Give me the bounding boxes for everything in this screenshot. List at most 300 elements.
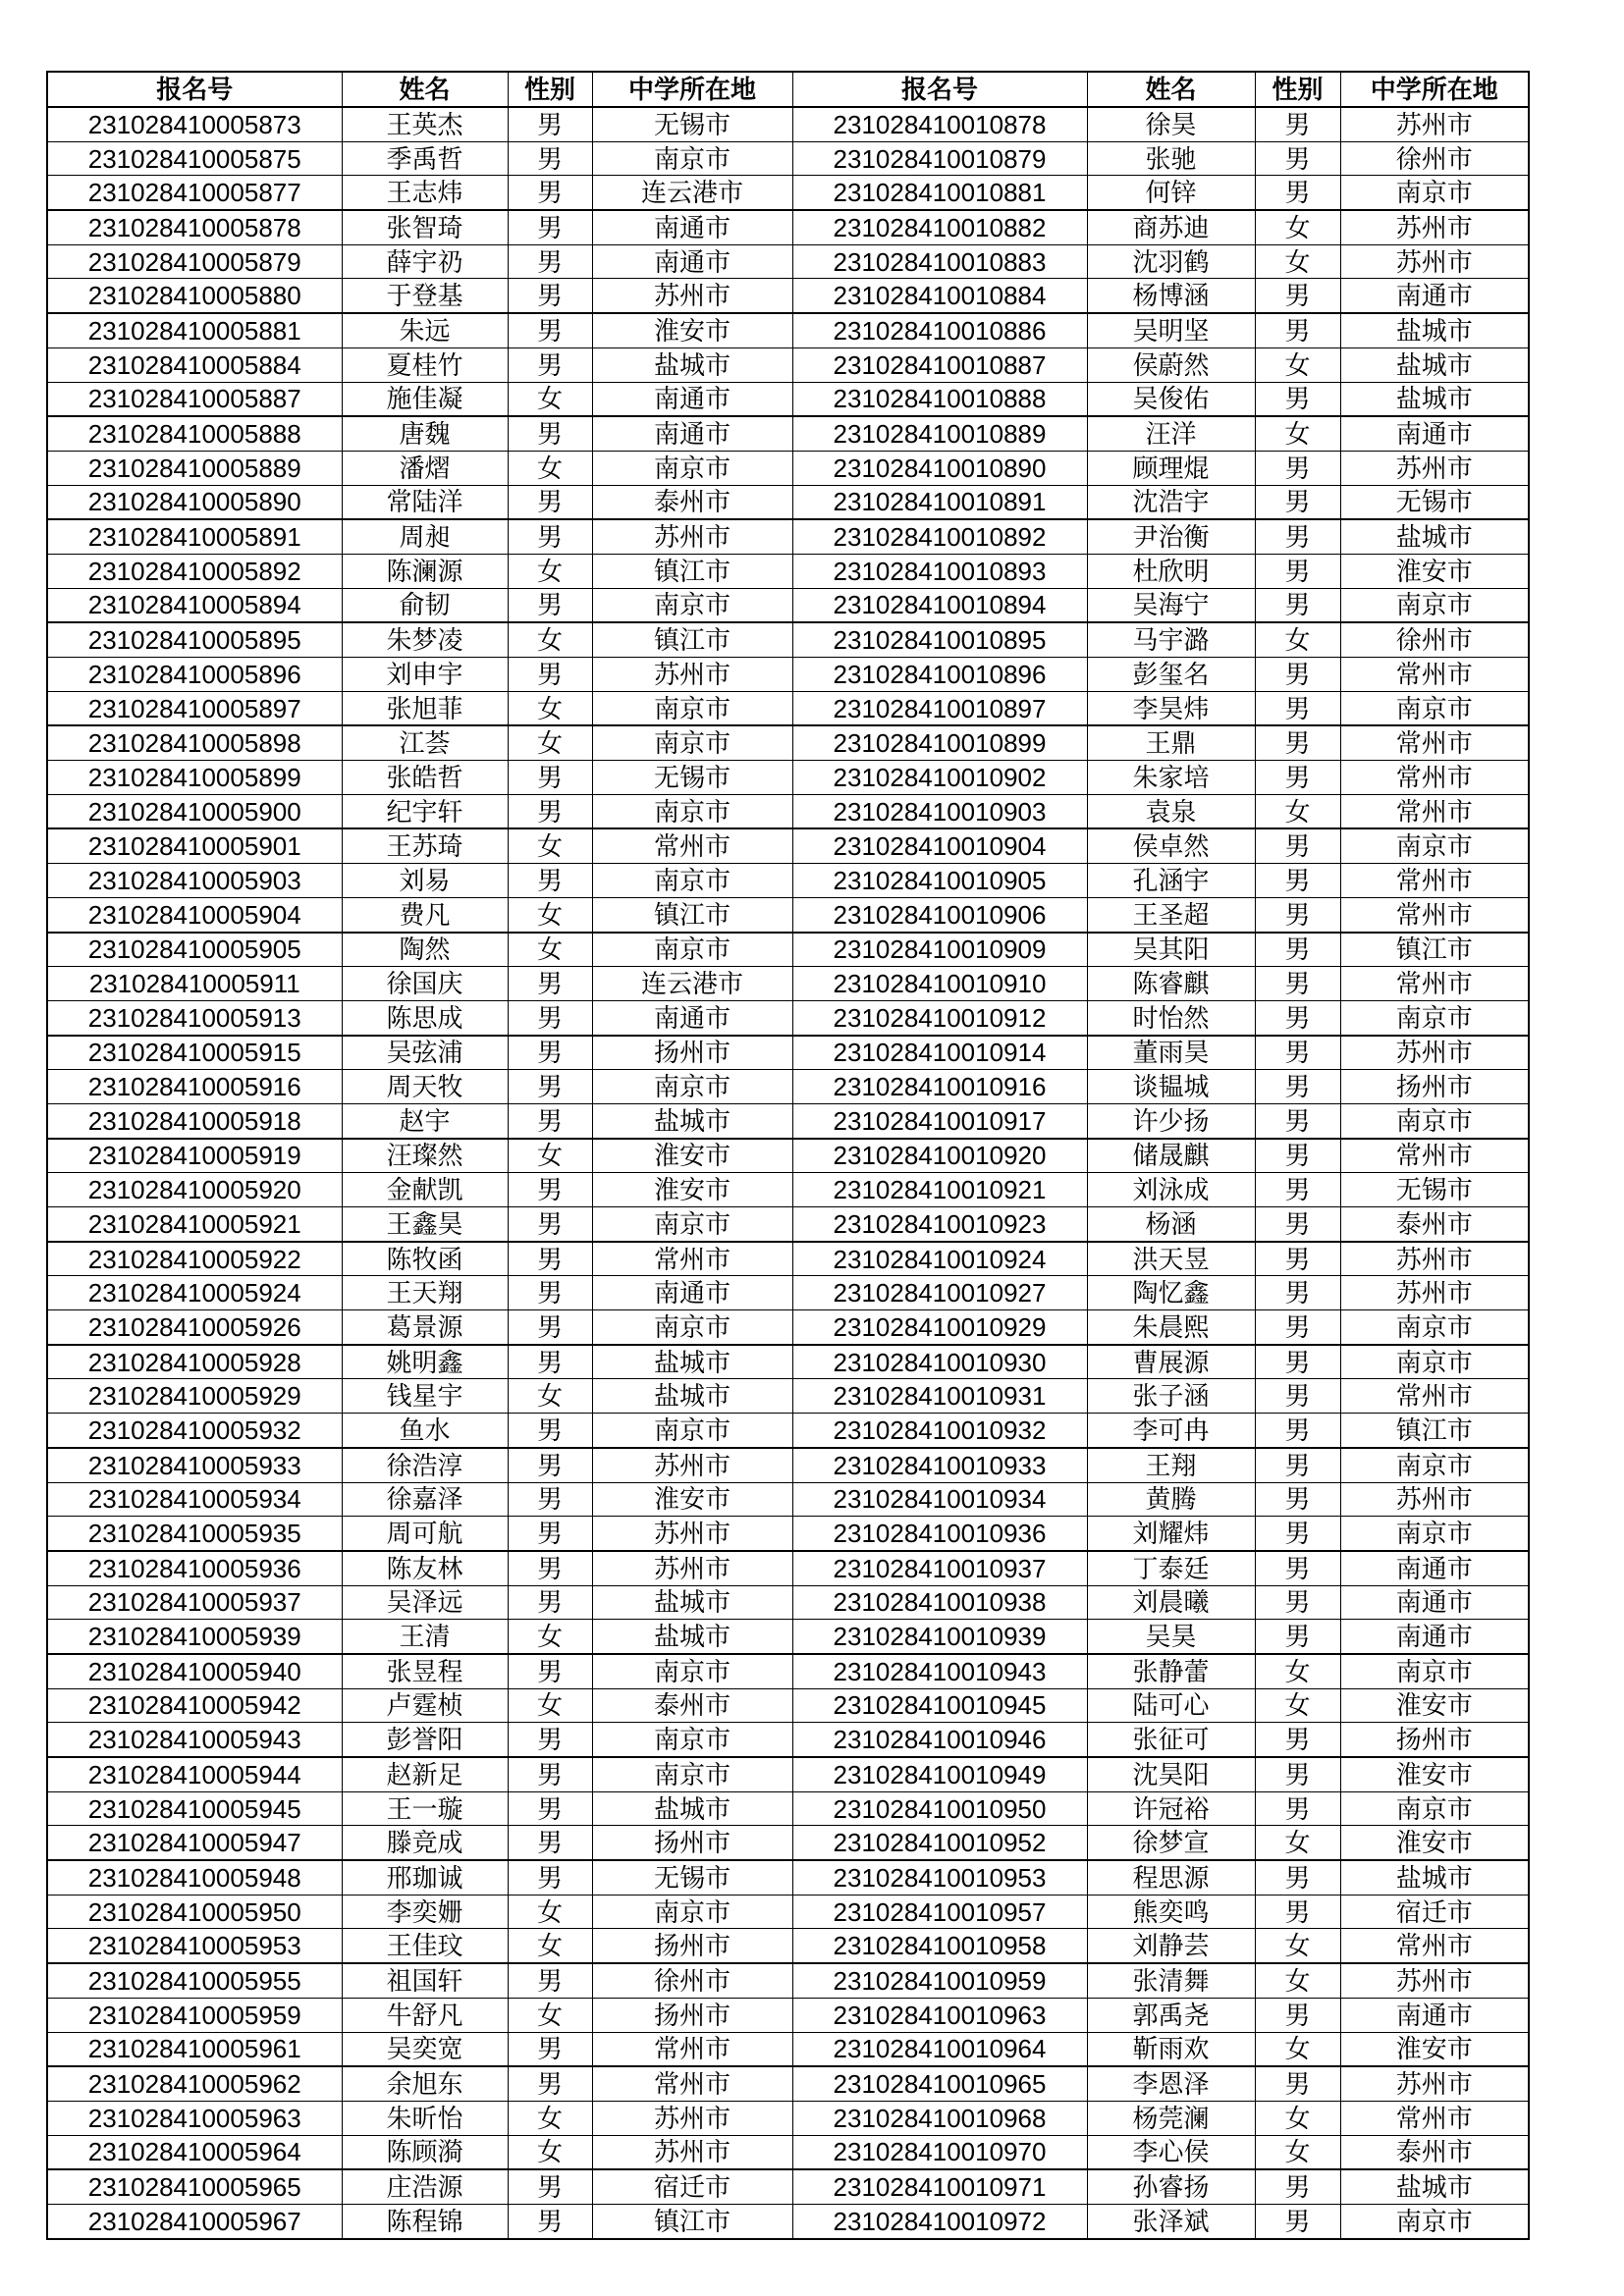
registration-no-cell: 231028410010921	[792, 1173, 1087, 1207]
registration-no-cell: 231028410005953	[47, 1929, 342, 1963]
registration-no-cell: 231028410010968	[792, 2101, 1087, 2135]
registration-no-cell: 231028410010890	[792, 451, 1087, 485]
student-name-cell: 程思源	[1087, 1860, 1255, 1895]
gender-cell: 女	[1255, 2032, 1340, 2066]
table-row	[47, 897, 1529, 932]
student-name-cell: 李恩泽	[1087, 2066, 1255, 2101]
table-row	[47, 1963, 1529, 1998]
registration-no-cell: 231028410010878	[792, 107, 1087, 141]
registration-no-cell: 231028410010887	[792, 347, 1087, 382]
registration-no-cell: 231028410010937	[792, 1551, 1087, 1585]
gender-cell: 男	[1255, 1895, 1340, 1929]
school-location-cell: 盐城市	[592, 1620, 792, 1654]
student-name-cell: 杜欣明	[1087, 554, 1255, 588]
registration-no-cell: 231028410005895	[47, 622, 342, 657]
registration-no-cell: 231028410010902	[792, 761, 1087, 795]
gender-cell: 男	[508, 1551, 592, 1585]
gender-cell: 男	[508, 1036, 592, 1070]
school-location-cell: 盐城市	[592, 1103, 792, 1138]
student-name-cell: 沈昊阳	[1087, 1757, 1255, 1791]
school-location-cell: 淮安市	[592, 1139, 792, 1173]
school-location-cell: 盐城市	[1340, 2169, 1529, 2204]
school-location-cell: 南京市	[592, 933, 792, 967]
table-row	[47, 1998, 1529, 2032]
gender-cell: 男	[508, 1276, 592, 1310]
registration-no-cell: 231028410005944	[47, 1757, 342, 1791]
student-name-cell: 王圣超	[1087, 897, 1255, 932]
gender-cell: 女	[508, 554, 592, 588]
registration-no-cell: 231028410005898	[47, 725, 342, 760]
gender-cell: 女	[1255, 416, 1340, 451]
school-location-cell: 南通市	[1340, 416, 1529, 451]
gender-cell: 男	[1255, 554, 1340, 588]
table-row	[47, 107, 1529, 141]
student-name-cell: 曹展源	[1087, 1345, 1255, 1379]
school-location-cell: 南京市	[592, 141, 792, 176]
table-row	[47, 2135, 1529, 2169]
gender-cell: 男	[508, 1654, 592, 1688]
gender-cell: 女	[1255, 244, 1340, 279]
gender-cell: 男	[1255, 933, 1340, 967]
registration-no-cell: 231028410010950	[792, 1791, 1087, 1826]
gender-cell: 男	[1255, 1276, 1340, 1310]
school-location-cell: 淮安市	[1340, 1757, 1529, 1791]
table-row	[47, 416, 1529, 451]
registration-no-cell: 231028410010883	[792, 244, 1087, 279]
gender-cell: 男	[508, 1517, 592, 1551]
gender-cell: 男	[508, 2169, 592, 2204]
school-location-cell: 南京市	[1340, 1103, 1529, 1138]
school-location-cell: 常州市	[592, 2066, 792, 2101]
registration-no-cell: 231028410005916	[47, 1070, 342, 1104]
student-name-cell: 张驰	[1087, 141, 1255, 176]
student-name-cell: 王佳玟	[342, 1929, 508, 1963]
student-name-cell: 周天牧	[342, 1070, 508, 1104]
registration-no-cell: 231028410010930	[792, 1345, 1087, 1379]
registration-no-cell: 231028410005900	[47, 794, 342, 828]
student-name-cell: 张征可	[1087, 1723, 1255, 1757]
registration-no-cell: 231028410010943	[792, 1654, 1087, 1688]
registration-no-cell: 231028410005942	[47, 1688, 342, 1723]
school-location-cell: 盐城市	[592, 1585, 792, 1620]
school-location-cell: 南京市	[1340, 1791, 1529, 1826]
school-location-cell: 扬州市	[1340, 1723, 1529, 1757]
student-name-cell: 朱晨熙	[1087, 1310, 1255, 1345]
student-name-cell: 张智琦	[342, 210, 508, 244]
school-location-cell: 连云港市	[592, 176, 792, 210]
school-location-cell: 南通市	[1340, 1551, 1529, 1585]
registration-no-cell: 231028410005897	[47, 691, 342, 725]
registration-no-cell: 231028410005929	[47, 1379, 342, 1414]
table-row	[47, 485, 1529, 519]
school-location-cell: 苏州市	[1340, 1963, 1529, 1998]
school-location-cell: 南京市	[592, 1310, 792, 1345]
registration-no-cell: 231028410005948	[47, 1860, 342, 1895]
registration-no-cell: 231028410005937	[47, 1585, 342, 1620]
table-row	[47, 1654, 1529, 1688]
registration-no-cell: 231028410010917	[792, 1103, 1087, 1138]
gender-cell: 男	[1255, 1207, 1340, 1242]
gender-cell: 男	[1255, 107, 1340, 141]
table-row	[47, 1448, 1529, 1482]
school-location-cell: 盐城市	[592, 1791, 792, 1826]
gender-cell: 男	[508, 244, 592, 279]
school-location-cell: 苏州市	[592, 2101, 792, 2135]
school-location-cell: 苏州市	[592, 279, 792, 313]
school-location-cell: 盐城市	[1340, 313, 1529, 347]
school-location-cell: 常州市	[1340, 967, 1529, 1001]
registration-no-cell: 231028410005943	[47, 1723, 342, 1757]
gender-cell: 女	[1255, 794, 1340, 828]
school-location-cell: 苏州市	[592, 519, 792, 554]
school-location-cell: 常州市	[1340, 658, 1529, 692]
student-name-cell: 陈友林	[342, 1551, 508, 1585]
school-location-cell: 镇江市	[592, 897, 792, 932]
registration-no-cell: 231028410010923	[792, 1207, 1087, 1242]
registration-no-cell: 231028410010927	[792, 1276, 1087, 1310]
header-school-location: 中学所在地	[592, 72, 792, 107]
registration-no-cell: 231028410005913	[47, 1000, 342, 1035]
gender-cell: 女	[508, 382, 592, 416]
gender-cell: 男	[1255, 1242, 1340, 1276]
student-name-cell: 费凡	[342, 897, 508, 932]
gender-cell: 男	[1255, 1620, 1340, 1654]
registration-no-cell: 231028410010963	[792, 1998, 1087, 2032]
registration-no-cell: 231028410005945	[47, 1791, 342, 1826]
student-name-cell: 吴俊佑	[1087, 382, 1255, 416]
gender-cell: 男	[1255, 1000, 1340, 1035]
gender-cell: 男	[508, 1310, 592, 1345]
student-name-cell: 杨莞澜	[1087, 2101, 1255, 2135]
school-location-cell: 苏州市	[592, 1448, 792, 1482]
school-location-cell: 镇江市	[592, 554, 792, 588]
table-row	[47, 761, 1529, 795]
registration-no-cell: 231028410010936	[792, 1517, 1087, 1551]
registration-no-cell: 231028410005932	[47, 1414, 342, 1448]
registration-no-cell: 231028410005915	[47, 1036, 342, 1070]
registration-no-cell: 231028410005962	[47, 2066, 342, 2101]
table-row	[47, 1103, 1529, 1138]
school-location-cell: 南通市	[592, 1276, 792, 1310]
registration-no-cell: 231028410010905	[792, 864, 1087, 898]
gender-cell: 男	[1255, 1414, 1340, 1448]
school-location-cell: 南通市	[592, 382, 792, 416]
registration-no-cell: 231028410005919	[47, 1139, 342, 1173]
student-name-cell: 钱星宇	[342, 1379, 508, 1414]
registration-no-cell: 231028410010881	[792, 176, 1087, 210]
table-row	[47, 313, 1529, 347]
registration-no-cell: 231028410005928	[47, 1345, 342, 1379]
student-name-cell: 徐浩淳	[342, 1448, 508, 1482]
school-location-cell: 南京市	[592, 864, 792, 898]
school-location-cell: 泰州市	[592, 485, 792, 519]
gender-cell: 男	[1255, 658, 1340, 692]
gender-cell: 男	[1255, 588, 1340, 622]
school-location-cell: 苏州市	[592, 1517, 792, 1551]
registration-no-cell: 231028410010949	[792, 1757, 1087, 1791]
table-row	[47, 1585, 1529, 1620]
registration-no-cell: 231028410010932	[792, 1414, 1087, 1448]
school-location-cell: 南通市	[592, 1000, 792, 1035]
student-name-cell: 袁泉	[1087, 794, 1255, 828]
gender-cell: 男	[508, 1757, 592, 1791]
student-name-cell: 熊奕鸣	[1087, 1895, 1255, 1929]
registration-no-cell: 231028410005939	[47, 1620, 342, 1654]
gender-cell: 男	[508, 1723, 592, 1757]
student-name-cell: 陈澜源	[342, 554, 508, 588]
gender-cell: 男	[1255, 828, 1340, 863]
student-name-cell: 王苏琦	[342, 828, 508, 863]
school-location-cell: 淮安市	[592, 313, 792, 347]
gender-cell: 男	[508, 1345, 592, 1379]
student-name-cell: 陶忆鑫	[1087, 1276, 1255, 1310]
gender-cell: 男	[1255, 176, 1340, 210]
school-location-cell: 南通市	[1340, 1585, 1529, 1620]
table-row	[47, 1379, 1529, 1414]
student-name-cell: 庄浩源	[342, 2169, 508, 2204]
gender-cell: 男	[1255, 725, 1340, 760]
table-row	[47, 1207, 1529, 1242]
registration-no-cell: 231028410010934	[792, 1482, 1087, 1517]
table-row	[47, 1517, 1529, 1551]
gender-cell: 男	[508, 107, 592, 141]
gender-cell: 男	[508, 2066, 592, 2101]
school-location-cell: 镇江市	[592, 2204, 792, 2238]
student-name-cell: 卢霆桢	[342, 1688, 508, 1723]
gender-cell: 女	[508, 1895, 592, 1929]
school-location-cell: 泰州市	[1340, 2135, 1529, 2169]
table-row	[47, 1345, 1529, 1379]
school-location-cell: 苏州市	[1340, 1242, 1529, 1276]
school-location-cell: 扬州市	[592, 1036, 792, 1070]
gender-cell: 男	[508, 864, 592, 898]
registration-no-cell: 231028410010906	[792, 897, 1087, 932]
school-location-cell: 南京市	[1340, 828, 1529, 863]
registration-no-cell: 231028410010882	[792, 210, 1087, 244]
gender-cell: 女	[508, 725, 592, 760]
table-row	[47, 554, 1529, 588]
school-location-cell: 南京市	[592, 451, 792, 485]
school-location-cell: 南京市	[1340, 1448, 1529, 1482]
gender-cell: 男	[508, 347, 592, 382]
gender-cell: 女	[1255, 1654, 1340, 1688]
registration-no-cell: 231028410005911	[47, 967, 342, 1001]
registration-no-cell: 231028410010909	[792, 933, 1087, 967]
gender-cell: 男	[508, 210, 592, 244]
student-name-cell: 周昶	[342, 519, 508, 554]
gender-cell: 女	[1255, 622, 1340, 657]
school-location-cell: 镇江市	[1340, 933, 1529, 967]
school-location-cell: 南京市	[592, 1895, 792, 1929]
school-location-cell: 宿迁市	[1340, 1895, 1529, 1929]
school-location-cell: 镇江市	[592, 622, 792, 657]
school-location-cell: 盐城市	[1340, 347, 1529, 382]
registration-no-cell: 231028410010965	[792, 2066, 1087, 2101]
registration-no-cell: 231028410010970	[792, 2135, 1087, 2169]
school-location-cell: 南京市	[1340, 2204, 1529, 2238]
school-location-cell: 无锡市	[592, 107, 792, 141]
table-row	[47, 1310, 1529, 1345]
registration-no-cell: 231028410005901	[47, 828, 342, 863]
gender-cell: 女	[508, 1998, 592, 2032]
school-location-cell: 常州市	[1340, 725, 1529, 760]
student-name-cell: 刘泳成	[1087, 1173, 1255, 1207]
student-name-cell: 牛舒凡	[342, 1998, 508, 2032]
gender-cell: 男	[1255, 2066, 1340, 2101]
registration-no-cell: 231028410005887	[47, 382, 342, 416]
student-name-cell: 吴昊	[1087, 1620, 1255, 1654]
school-location-cell: 常州市	[1340, 897, 1529, 932]
registration-no-cell: 231028410005947	[47, 1826, 342, 1860]
gender-cell: 女	[508, 2101, 592, 2135]
school-location-cell: 南京市	[592, 588, 792, 622]
school-location-cell: 宿迁市	[592, 2169, 792, 2204]
student-name-cell: 朱梦凌	[342, 622, 508, 657]
student-name-cell: 徐嘉泽	[342, 1482, 508, 1517]
student-name-cell: 尹治衡	[1087, 519, 1255, 554]
registration-no-cell: 231028410005899	[47, 761, 342, 795]
student-name-cell: 刘易	[342, 864, 508, 898]
registration-no-cell: 231028410005889	[47, 451, 342, 485]
school-location-cell: 扬州市	[1340, 1070, 1529, 1104]
student-name-cell: 吴泽远	[342, 1585, 508, 1620]
table-row	[47, 1688, 1529, 1723]
gender-cell: 男	[1255, 451, 1340, 485]
gender-cell: 女	[508, 933, 592, 967]
table-row	[47, 1929, 1529, 1963]
gender-cell: 男	[508, 1000, 592, 1035]
gender-cell: 男	[508, 1585, 592, 1620]
gender-cell: 女	[1255, 1688, 1340, 1723]
gender-cell: 男	[1255, 1791, 1340, 1826]
school-location-cell: 苏州市	[1340, 1482, 1529, 1517]
school-location-cell: 泰州市	[592, 1688, 792, 1723]
school-location-cell: 南京市	[1340, 691, 1529, 725]
school-location-cell: 常州市	[1340, 1379, 1529, 1414]
registration-no-cell: 231028410010879	[792, 141, 1087, 176]
student-name-cell: 张清舞	[1087, 1963, 1255, 1998]
table-row	[47, 451, 1529, 485]
gender-cell: 女	[1255, 2135, 1340, 2169]
school-location-cell: 镇江市	[1340, 1414, 1529, 1448]
table-row	[47, 622, 1529, 657]
student-name-cell: 孔涵宇	[1087, 864, 1255, 898]
school-location-cell: 淮安市	[1340, 2032, 1529, 2066]
registration-no-cell: 231028410005924	[47, 1276, 342, 1310]
school-location-cell: 无锡市	[1340, 1173, 1529, 1207]
student-name-cell: 陆可心	[1087, 1688, 1255, 1723]
gender-cell: 男	[508, 588, 592, 622]
gender-cell: 男	[508, 1242, 592, 1276]
student-name-cell: 邢珈诚	[342, 1860, 508, 1895]
gender-cell: 男	[508, 1860, 592, 1895]
registration-no-cell: 231028410010945	[792, 1688, 1087, 1723]
student-name-cell: 刘耀炜	[1087, 1517, 1255, 1551]
gender-cell: 男	[1255, 279, 1340, 313]
gender-cell: 男	[1255, 864, 1340, 898]
gender-cell: 男	[1255, 1551, 1340, 1585]
registration-no-cell: 231028410005933	[47, 1448, 342, 1482]
table-row	[47, 588, 1529, 622]
table-row	[47, 864, 1529, 898]
gender-cell: 女	[1255, 1963, 1340, 1998]
gender-cell: 男	[1255, 897, 1340, 932]
registration-no-cell: 231028410005963	[47, 2101, 342, 2135]
school-location-cell: 苏州市	[592, 2135, 792, 2169]
school-location-cell: 盐城市	[592, 1345, 792, 1379]
school-location-cell: 苏州市	[1340, 107, 1529, 141]
gender-cell: 女	[508, 897, 592, 932]
student-name-cell: 王翔	[1087, 1448, 1255, 1482]
school-location-cell: 常州市	[1340, 864, 1529, 898]
school-location-cell: 南通市	[592, 416, 792, 451]
gender-cell: 男	[1255, 519, 1340, 554]
student-name-cell: 赵宇	[342, 1103, 508, 1138]
registration-no-cell: 231028410005967	[47, 2204, 342, 2238]
header-name: 姓名	[342, 72, 508, 107]
registration-no-cell: 231028410010895	[792, 622, 1087, 657]
student-name-cell: 刘申宇	[342, 658, 508, 692]
student-name-cell: 陈牧函	[342, 1242, 508, 1276]
registration-no-cell: 231028410005896	[47, 658, 342, 692]
student-name-cell: 徐梦宣	[1087, 1826, 1255, 1860]
gender-cell: 女	[508, 451, 592, 485]
student-name-cell: 施佳凝	[342, 382, 508, 416]
registration-no-cell: 231028410010888	[792, 382, 1087, 416]
student-name-cell: 葛景源	[342, 1310, 508, 1345]
student-name-cell: 夏桂竹	[342, 347, 508, 382]
gender-cell: 男	[1255, 1585, 1340, 1620]
gender-cell: 男	[508, 794, 592, 828]
school-location-cell: 徐州市	[1340, 141, 1529, 176]
school-location-cell: 苏州市	[1340, 1276, 1529, 1310]
student-name-cell: 李可冉	[1087, 1414, 1255, 1448]
registration-no-cell: 231028410005921	[47, 1207, 342, 1242]
school-location-cell: 泰州市	[1340, 1207, 1529, 1242]
school-location-cell: 盐城市	[592, 1379, 792, 1414]
student-name-cell: 彭玺名	[1087, 658, 1255, 692]
gender-cell: 男	[508, 1207, 592, 1242]
gender-cell: 男	[508, 141, 592, 176]
student-name-cell: 储晟麒	[1087, 1139, 1255, 1173]
table-row	[47, 691, 1529, 725]
gender-cell: 男	[1255, 1139, 1340, 1173]
student-name-cell: 丁泰廷	[1087, 1551, 1255, 1585]
student-name-cell: 汪洋	[1087, 416, 1255, 451]
student-name-cell: 金献凯	[342, 1173, 508, 1207]
gender-cell: 男	[1255, 1860, 1340, 1895]
gender-cell: 男	[1255, 1345, 1340, 1379]
gender-cell: 男	[1255, 1723, 1340, 1757]
registration-no-cell: 231028410010884	[792, 279, 1087, 313]
gender-cell: 女	[508, 691, 592, 725]
header-school-location: 中学所在地	[1340, 72, 1529, 107]
registration-no-cell: 231028410010971	[792, 2169, 1087, 2204]
student-name-cell: 潘熠	[342, 451, 508, 485]
registration-no-cell: 231028410010939	[792, 1620, 1087, 1654]
student-name-cell: 陈顾漪	[342, 2135, 508, 2169]
school-location-cell: 盐城市	[592, 347, 792, 382]
registration-no-cell: 231028410005959	[47, 1998, 342, 2032]
school-location-cell: 南京市	[592, 1654, 792, 1688]
registration-no-cell: 231028410005880	[47, 279, 342, 313]
school-location-cell: 南京市	[1340, 588, 1529, 622]
gender-cell: 女	[1255, 210, 1340, 244]
table-row	[47, 2066, 1529, 2101]
student-name-cell: 江荟	[342, 725, 508, 760]
table-row	[47, 279, 1529, 313]
school-location-cell: 南京市	[592, 1070, 792, 1104]
